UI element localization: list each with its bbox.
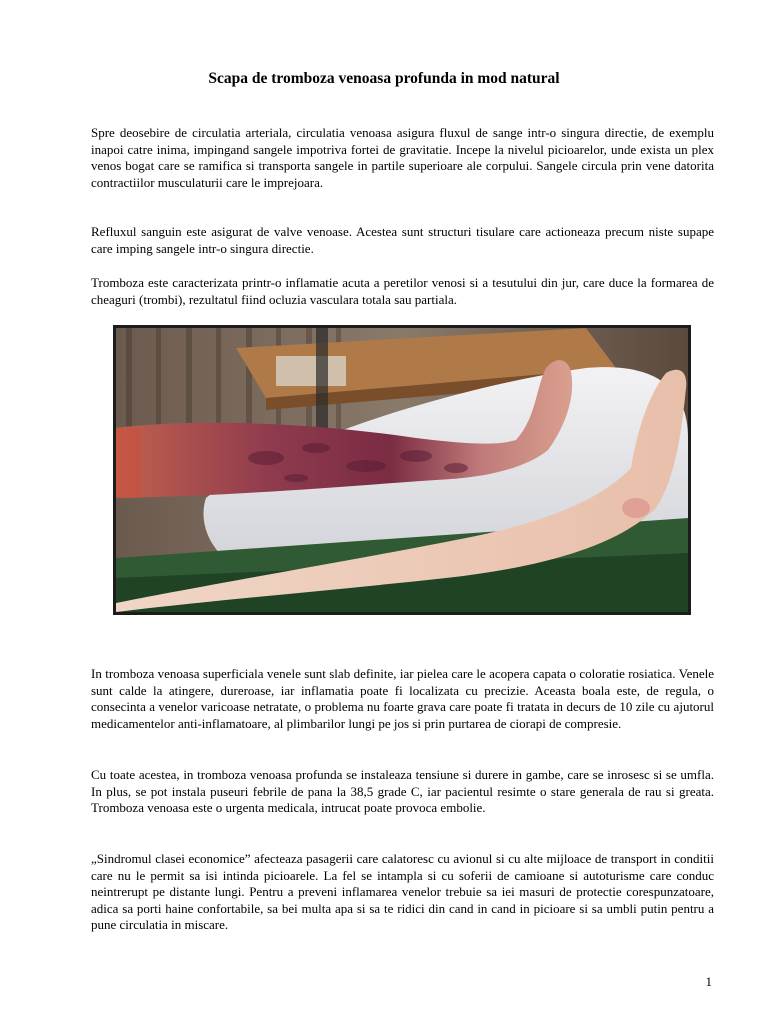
paragraph-thrombosis-definition: Tromboza este caracterizata printr-o inflamatie acuta a peretilor venosi si a tesutului din jur, care duce la formarea de cheaguri (trombi), rezultatul fiind ocluzia vasculara totala sau partiala. <box>91 275 714 307</box>
photo-legs-dvt <box>113 325 691 615</box>
paragraph-circulation: Spre deosebire de circulatia arteriala, circulatia venoasa asigura fluxul de sange intr-o singura directie, de exemplu inapoi catre inima, impingand sangele impotriva fortei de gravitatie. Incepe la nivelul picioarelor, unde exista un plex venos bogat care se ramifica si transporta sangele in partile superioare ale corpului. Sangele circula prin vene datorita contractiilor musculaturii care le imprejoara. <box>91 125 714 190</box>
document-title: Scapa de tromboza venoasa profunda in mod natural <box>208 70 560 87</box>
paragraph-deep-thrombosis: Cu toate acestea, in tromboza venoasa profunda se instaleaza tensiune si durere in gambe, care se inrosesc si se umfla. In plus, se pot instala puseuri febrile de pana la 38,5 grade C, iar pacientul resimte o stare generala de rau si greata. Tromboza venoasa este o urgenta medicala, intrucat poate provoca embolie. <box>91 767 714 816</box>
paragraph-superficial-thrombosis: In tromboza venoasa superficiala venele sunt slab definite, iar pielea care le acopera capata o coloratie rosiatica. Venele sunt calde la atingere, dureroase, iar inflamatia poate fi localizata cu precizie. Aceasta boala este, de regula, o consecinta a venelor varicoase netratate, o problema nu foarte grava care poate fi tratata in decurs de 10 zile cu ajutorul medicamentelor anti-inflamatoare, al plimbarilor lungi pe jos si prin purtarea de ciorapi de compresie. <box>91 666 714 731</box>
paragraph-economy-class-syndrome: „Sindromul clasei economice” afecteaza pasagerii care calatoresc cu avionul si cu alte mijloace de transport in conditii care nu le permit sa isi intinda picioarele. La fel se intampla si cu soferii de camioane si autoturisme care conduc neintrerupt pe distante lungi. Pentru a preveni inflamarea venelor trebuie sa iei masuri de protectie corespunzatoare, adica sa porti haine confortabile, sa bei multa apa si sa te ridici din cand in cand in picioare si sa umbli putin pentru a pune circulatia in miscare. <box>91 851 714 933</box>
page-number: 1 <box>705 974 712 989</box>
paragraph-reflux: Refluxul sanguin este asigurat de valve venoase. Acestea sunt structuri tisulare care actioneaza precum niste supape care imping sangele intr-o singura directie. <box>91 224 714 256</box>
